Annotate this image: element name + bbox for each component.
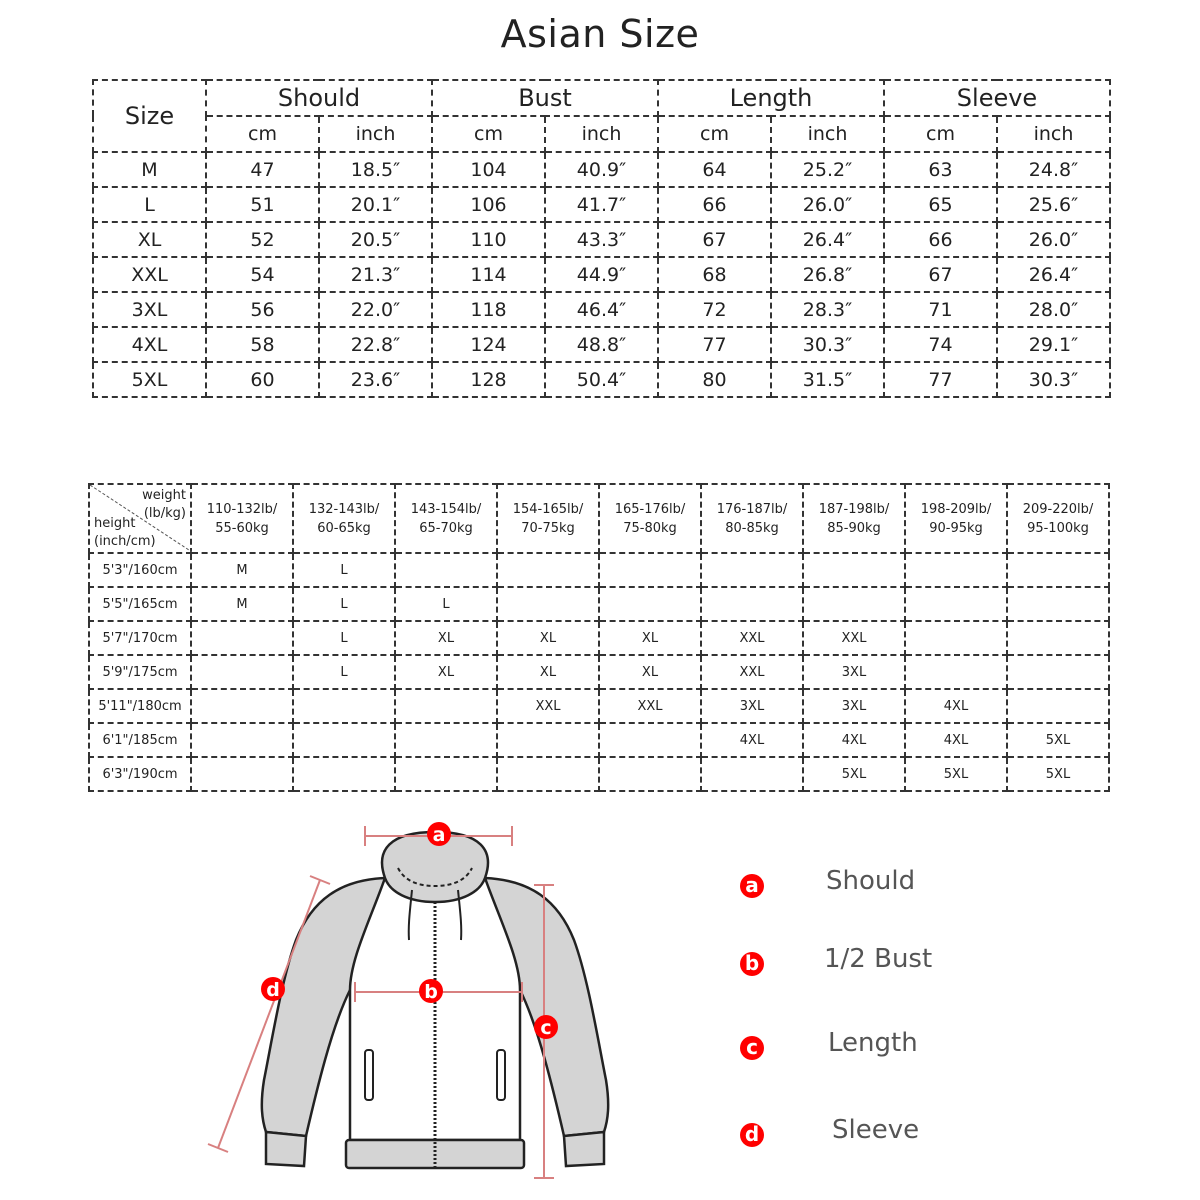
recommended-size-cell: XL xyxy=(599,621,701,655)
weight-column-header xyxy=(1007,484,1109,553)
measurement-cell: 67 xyxy=(658,222,771,257)
weight-range-line: 60-65kg xyxy=(317,520,371,536)
measurement-cell: 20.1″ xyxy=(319,187,432,222)
measurement-cell: 48.8″ xyxy=(545,327,658,362)
weight-range-line: 165-176lb/ xyxy=(614,501,686,517)
weight-column-header xyxy=(191,484,293,553)
bust-group-header: Bust xyxy=(432,80,658,116)
measurement-cell: 22.8″ xyxy=(319,327,432,362)
height-label-cell: 5'7"/170cm xyxy=(89,621,191,655)
sleeve-group-header: Sleeve xyxy=(884,80,1110,116)
weight-column-header xyxy=(599,484,701,553)
marker-c: c xyxy=(540,1017,552,1039)
size-column-header: Size xyxy=(93,80,206,152)
measurement-cell: 65 xyxy=(884,187,997,222)
height-label: height xyxy=(94,516,136,531)
legend-marker-d: d xyxy=(740,1123,764,1147)
measurement-cell: 50.4″ xyxy=(545,362,658,397)
recommended-size-cell xyxy=(293,723,395,757)
weight-range-line: 90-95kg xyxy=(929,520,983,536)
height-label-cell: 5'3"/160cm xyxy=(89,553,191,587)
weight-range-line: 132-143lb/ xyxy=(308,501,380,517)
recommended-size-cell xyxy=(191,723,293,757)
unit-header: cm xyxy=(658,116,771,152)
weight-range-line: 85-90kg xyxy=(827,520,881,536)
recommended-size-cell: XL xyxy=(395,621,497,655)
measurement-cell: 25.6″ xyxy=(997,187,1110,222)
recommended-size-cell xyxy=(905,621,1007,655)
recommended-size-cell: XXL xyxy=(497,689,599,723)
measurement-cell: 18.5″ xyxy=(319,152,432,187)
recommended-size-cell: 3XL xyxy=(803,655,905,689)
measurement-cell: 67 xyxy=(884,257,997,292)
size-row xyxy=(93,222,1110,257)
recommended-size-cell: 5XL xyxy=(1007,723,1109,757)
measurement-cell: 68 xyxy=(658,257,771,292)
recommended-size-cell: 4XL xyxy=(803,723,905,757)
height-row xyxy=(89,689,1109,723)
recommended-size-cell: 4XL xyxy=(905,723,1007,757)
unit-header: inch xyxy=(545,116,658,152)
recommended-size-cell xyxy=(701,553,803,587)
recommended-size-cell xyxy=(599,757,701,791)
recommended-size-cell xyxy=(293,689,395,723)
asian-size-table xyxy=(92,79,1111,398)
weight-range-line: 95-100kg xyxy=(1027,520,1089,536)
size-row xyxy=(93,362,1110,397)
recommended-size-cell: 3XL xyxy=(701,689,803,723)
recommended-size-cell: XL xyxy=(497,621,599,655)
recommended-size-cell xyxy=(599,553,701,587)
weight-label: weight xyxy=(142,488,186,503)
recommended-size-cell xyxy=(701,757,803,791)
measurement-cell: 29.1″ xyxy=(997,327,1110,362)
recommended-size-cell: M xyxy=(191,553,293,587)
recommended-size-cell xyxy=(293,757,395,791)
size-label-cell: XL xyxy=(93,222,206,257)
legend-label-sleeve: Sleeve xyxy=(832,1115,920,1145)
unit-header: inch xyxy=(997,116,1110,152)
recommended-size-cell xyxy=(191,757,293,791)
weight-range-line: 187-198lb/ xyxy=(818,501,890,517)
measurement-cell: 51 xyxy=(206,187,319,222)
weight-range-line: 176-187lb/ xyxy=(716,501,788,517)
height-weight-corner-cell xyxy=(89,484,191,553)
left-cuff xyxy=(266,1132,306,1166)
recommended-size-cell: L xyxy=(293,621,395,655)
measurement-cell: 128 xyxy=(432,362,545,397)
unit-header: cm xyxy=(884,116,997,152)
recommended-size-cell: XL xyxy=(497,655,599,689)
recommended-size-cell xyxy=(905,587,1007,621)
recommended-size-cell xyxy=(701,587,803,621)
measurement-cell: 104 xyxy=(432,152,545,187)
measurement-cell: 25.2″ xyxy=(771,152,884,187)
size-label-cell: 4XL xyxy=(93,327,206,362)
measurement-cell: 80 xyxy=(658,362,771,397)
height-row xyxy=(89,621,1109,655)
height-row xyxy=(89,723,1109,757)
measurement-cell: 30.3″ xyxy=(771,327,884,362)
legend-marker-b: b xyxy=(740,952,764,976)
weight-column-header xyxy=(803,484,905,553)
measurement-cell: 26.4″ xyxy=(997,257,1110,292)
legend-marker-a: a xyxy=(740,874,764,898)
height-row xyxy=(89,655,1109,689)
weight-range-line: 70-75kg xyxy=(521,520,575,536)
height-label-cell: 6'1"/185cm xyxy=(89,723,191,757)
measurement-cell: 26.4″ xyxy=(771,222,884,257)
recommended-size-cell: 4XL xyxy=(905,689,1007,723)
weight-range-line: 198-209lb/ xyxy=(920,501,992,517)
height-row xyxy=(89,587,1109,621)
weight-unit-label: (lb/kg) xyxy=(143,506,186,521)
measurement-cell: 74 xyxy=(884,327,997,362)
weight-range-line: 143-154lb/ xyxy=(410,501,482,517)
height-row xyxy=(89,757,1109,791)
measurement-cell: 77 xyxy=(884,362,997,397)
legend-item-sleeve xyxy=(740,1115,1040,1155)
recommended-size-cell xyxy=(1007,621,1109,655)
recommended-size-cell xyxy=(599,723,701,757)
weight-range-line: 80-85kg xyxy=(725,520,779,536)
measurement-cell: 47 xyxy=(206,152,319,187)
recommended-size-cell: XXL xyxy=(803,621,905,655)
weight-range-line: 154-165lb/ xyxy=(512,501,584,517)
recommended-size-cell: XL xyxy=(599,655,701,689)
recommended-size-cell: XXL xyxy=(701,621,803,655)
recommended-size-cell: 5XL xyxy=(803,757,905,791)
recommended-size-cell xyxy=(395,553,497,587)
measurement-cell: 40.9″ xyxy=(545,152,658,187)
measurement-cell: 23.6″ xyxy=(319,362,432,397)
recommended-size-cell xyxy=(497,587,599,621)
measurement-cell: 66 xyxy=(884,222,997,257)
weight-column-header xyxy=(497,484,599,553)
unit-header-row xyxy=(93,116,1110,152)
height-label-cell: 5'9"/175cm xyxy=(89,655,191,689)
recommended-size-cell xyxy=(905,553,1007,587)
recommended-size-cell xyxy=(1007,655,1109,689)
measurement-cell: 52 xyxy=(206,222,319,257)
unit-header: inch xyxy=(771,116,884,152)
measurement-cell: 21.3″ xyxy=(319,257,432,292)
should-group-header: Should xyxy=(206,80,432,116)
recommended-size-cell xyxy=(395,689,497,723)
recommended-size-cell xyxy=(1007,553,1109,587)
height-weight-size-table xyxy=(88,483,1110,792)
measurement-cell: 63 xyxy=(884,152,997,187)
size-label-cell: L xyxy=(93,187,206,222)
right-cuff xyxy=(564,1132,604,1166)
unit-header: inch xyxy=(319,116,432,152)
size-row xyxy=(93,152,1110,187)
legend-label-length: Length xyxy=(828,1028,918,1058)
recommended-size-cell: L xyxy=(293,553,395,587)
recommended-size-cell xyxy=(497,553,599,587)
recommended-size-cell xyxy=(905,655,1007,689)
recommended-size-cell xyxy=(395,757,497,791)
measurement-cell: 56 xyxy=(206,292,319,327)
size-label-cell: 5XL xyxy=(93,362,206,397)
unit-header: cm xyxy=(432,116,545,152)
legend-label-bust: 1/2 Bust xyxy=(824,944,933,974)
measurement-cell: 26.0″ xyxy=(997,222,1110,257)
measurement-cell: 30.3″ xyxy=(997,362,1110,397)
measurement-cell: 44.9″ xyxy=(545,257,658,292)
length-group-header: Length xyxy=(658,80,884,116)
measurement-cell: 26.8″ xyxy=(771,257,884,292)
weight-range-line: 209-220lb/ xyxy=(1022,501,1094,517)
recommended-size-cell: 5XL xyxy=(1007,757,1109,791)
recommended-size-cell xyxy=(395,723,497,757)
legend-item-should xyxy=(740,866,1040,906)
weight-column-header xyxy=(395,484,497,553)
legend-item-length xyxy=(740,1028,1040,1068)
measurement-cell: 118 xyxy=(432,292,545,327)
recommended-size-cell: M xyxy=(191,587,293,621)
recommended-size-cell xyxy=(803,587,905,621)
measurement-cell: 124 xyxy=(432,327,545,362)
height-label-cell: 5'5"/165cm xyxy=(89,587,191,621)
hoodie-measurement-diagram xyxy=(200,810,630,1190)
recommended-size-cell: XL xyxy=(395,655,497,689)
measurement-cell: 64 xyxy=(658,152,771,187)
legend-marker-c: c xyxy=(740,1036,764,1060)
size-label-cell: 3XL xyxy=(93,292,206,327)
measurement-cell: 72 xyxy=(658,292,771,327)
recommended-size-cell xyxy=(497,723,599,757)
height-unit-label: (inch/cm) xyxy=(94,534,156,549)
legend-label-should: Should xyxy=(826,866,916,896)
height-label-cell: 5'11"/180cm xyxy=(89,689,191,723)
marker-b: b xyxy=(424,981,438,1003)
size-row xyxy=(93,257,1110,292)
weight-range-line: 75-80kg xyxy=(623,520,677,536)
size-row xyxy=(93,187,1110,222)
unit-header: cm xyxy=(206,116,319,152)
measurement-cell: 58 xyxy=(206,327,319,362)
recommended-size-cell: XXL xyxy=(701,655,803,689)
measurement-cell: 60 xyxy=(206,362,319,397)
measurement-cell: 20.5″ xyxy=(319,222,432,257)
weight-range-line: 110-132lb/ xyxy=(206,501,278,517)
measurement-cell: 114 xyxy=(432,257,545,292)
recommended-size-cell xyxy=(191,621,293,655)
recommended-size-cell: 4XL xyxy=(701,723,803,757)
weight-column-header xyxy=(701,484,803,553)
size-row xyxy=(93,292,1110,327)
height-label-cell: 6'3"/190cm xyxy=(89,757,191,791)
size-label-cell: XXL xyxy=(93,257,206,292)
hoodie-body xyxy=(350,878,520,1140)
measurement-cell: 46.4″ xyxy=(545,292,658,327)
recommended-size-cell xyxy=(803,553,905,587)
measurement-cell: 26.0″ xyxy=(771,187,884,222)
measurement-cell: 28.3″ xyxy=(771,292,884,327)
recommended-size-cell: L xyxy=(293,655,395,689)
measurement-cell: 71 xyxy=(884,292,997,327)
recommended-size-cell: XXL xyxy=(599,689,701,723)
measurement-cell: 66 xyxy=(658,187,771,222)
marker-a: a xyxy=(432,824,446,846)
recommended-size-cell xyxy=(497,757,599,791)
recommended-size-cell: 5XL xyxy=(905,757,1007,791)
page-title: Asian Size xyxy=(500,12,700,56)
weight-column-header xyxy=(293,484,395,553)
legend-item-bust xyxy=(740,944,1040,984)
recommended-size-cell xyxy=(191,655,293,689)
recommended-size-cell xyxy=(191,689,293,723)
weight-range-line: 55-60kg xyxy=(215,520,269,536)
recommended-size-cell: L xyxy=(293,587,395,621)
recommended-size-cell: 3XL xyxy=(803,689,905,723)
measurement-cell: 31.5″ xyxy=(771,362,884,397)
measurement-cell: 22.0″ xyxy=(319,292,432,327)
recommended-size-cell xyxy=(1007,689,1109,723)
measurement-cell: 41.7″ xyxy=(545,187,658,222)
measurement-cell: 28.0″ xyxy=(997,292,1110,327)
recommended-size-cell xyxy=(1007,587,1109,621)
size-row xyxy=(93,327,1110,362)
weight-range-line: 65-70kg xyxy=(419,520,473,536)
measurement-cell: 106 xyxy=(432,187,545,222)
measurement-cell: 54 xyxy=(206,257,319,292)
recommended-size-cell: L xyxy=(395,587,497,621)
size-label-cell: M xyxy=(93,152,206,187)
measurement-cell: 77 xyxy=(658,327,771,362)
measurement-cell: 24.8″ xyxy=(997,152,1110,187)
marker-d: d xyxy=(266,979,280,1001)
recommended-size-cell xyxy=(599,587,701,621)
height-row xyxy=(89,553,1109,587)
measurement-cell: 43.3″ xyxy=(545,222,658,257)
weight-column-header xyxy=(905,484,1007,553)
height-axis-label xyxy=(94,515,156,551)
measurement-cell: 110 xyxy=(432,222,545,257)
